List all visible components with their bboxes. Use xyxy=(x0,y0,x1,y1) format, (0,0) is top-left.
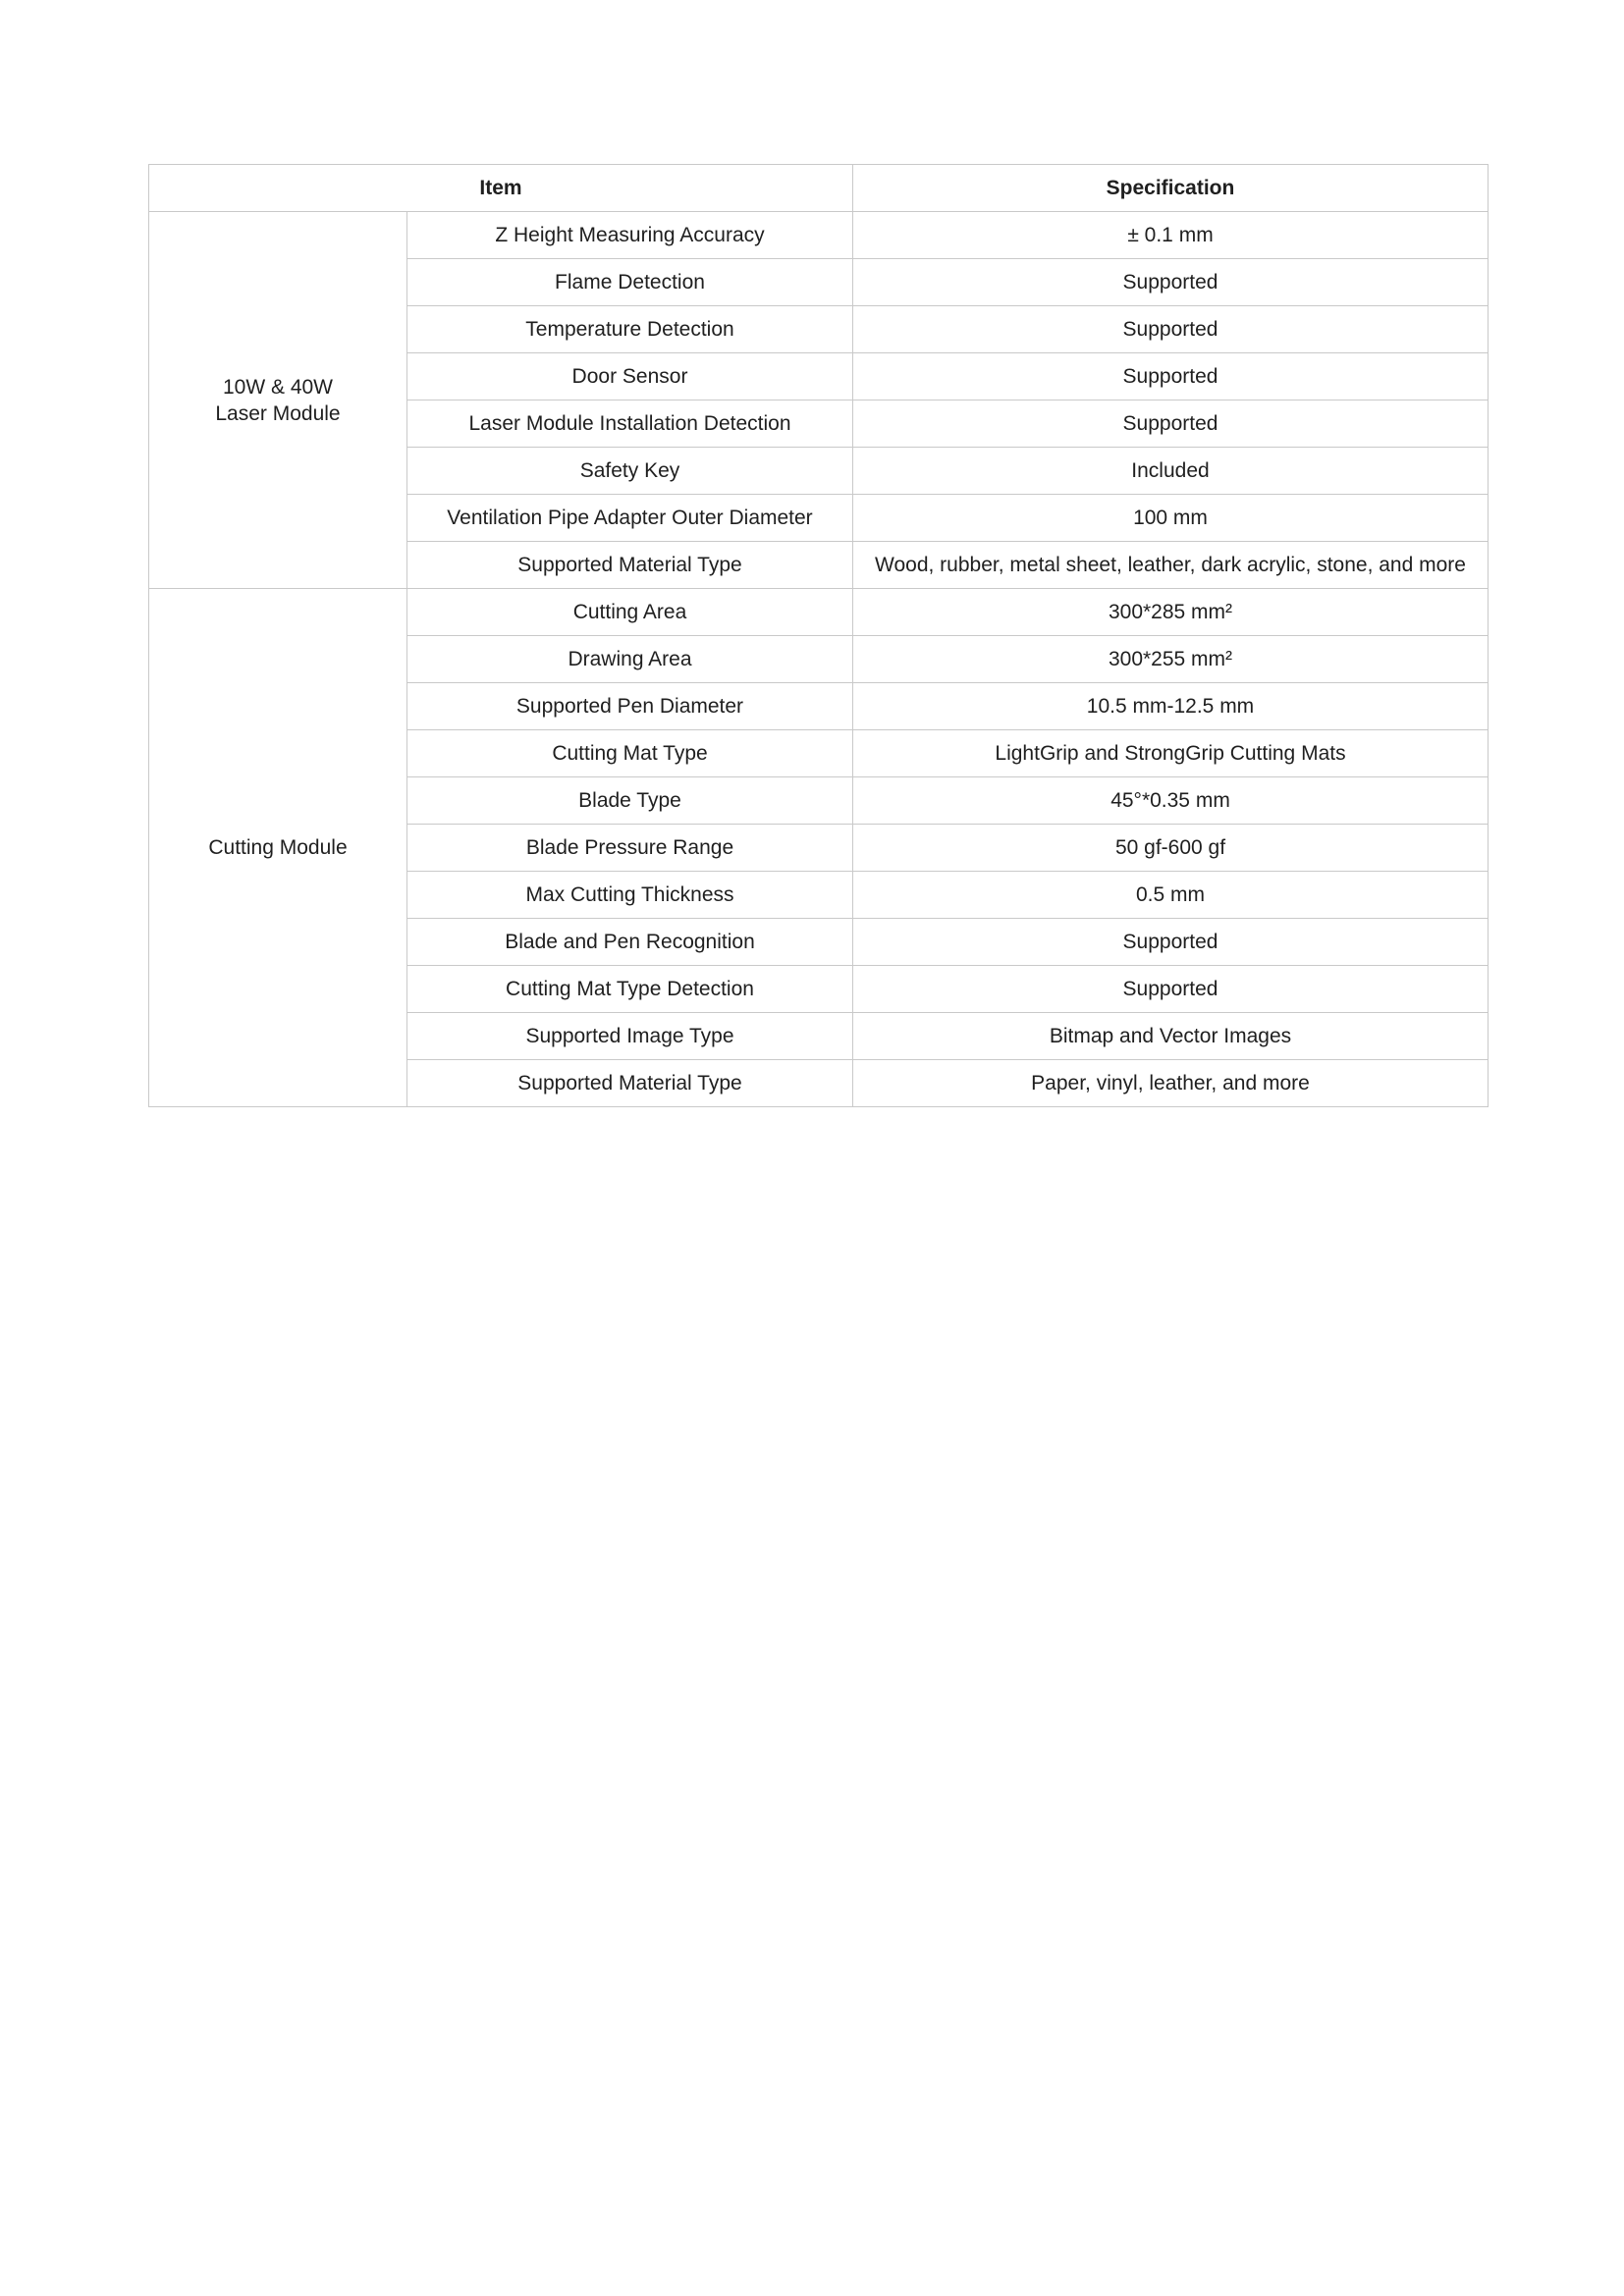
spec-cell: Bitmap and Vector Images xyxy=(853,1013,1489,1060)
table-row xyxy=(149,589,1489,636)
spec-cell: Paper, vinyl, leather, and more xyxy=(853,1060,1489,1107)
header-specification: Specification xyxy=(853,165,1489,212)
group-label-line: Cutting Module xyxy=(208,836,348,859)
group-label-cell xyxy=(149,212,407,589)
item-cell: Max Cutting Thickness xyxy=(407,872,853,919)
spec-cell: 45°*0.35 mm xyxy=(853,777,1489,825)
group-label-line: 10W & 40W xyxy=(222,375,334,399)
item-cell: Temperature Detection xyxy=(407,306,853,353)
item-cell: Supported Image Type xyxy=(407,1013,853,1060)
spec-table-body xyxy=(149,212,1489,1107)
item-cell: Flame Detection xyxy=(407,259,853,306)
item-cell: Door Sensor xyxy=(407,353,853,400)
item-cell: Safety Key xyxy=(407,448,853,495)
group-label-line: Laser Module xyxy=(215,401,341,425)
spec-cell: 0.5 mm xyxy=(853,872,1489,919)
item-cell: Cutting Mat Type Detection xyxy=(407,966,853,1013)
spec-cell: LightGrip and StrongGrip Cutting Mats xyxy=(853,730,1489,777)
table-row xyxy=(149,212,1489,259)
spec-cell: 300*285 mm² xyxy=(853,589,1489,636)
item-cell: Blade Pressure Range xyxy=(407,825,853,872)
item-cell: Cutting Area xyxy=(407,589,853,636)
spec-cell: Supported xyxy=(853,966,1489,1013)
spec-cell: Supported xyxy=(853,353,1489,400)
spec-cell: Included xyxy=(853,448,1489,495)
item-cell: Drawing Area xyxy=(407,636,853,683)
header-row xyxy=(149,165,1489,212)
item-cell: Ventilation Pipe Adapter Outer Diameter xyxy=(407,495,853,542)
spec-cell: Supported xyxy=(853,306,1489,353)
spec-cell: ± 0.1 mm xyxy=(853,212,1489,259)
spec-cell: Supported xyxy=(853,400,1489,448)
spec-cell: 300*255 mm² xyxy=(853,636,1489,683)
item-cell: Supported Pen Diameter xyxy=(407,683,853,730)
header-item: Item xyxy=(149,165,853,212)
item-cell: Z Height Measuring Accuracy xyxy=(407,212,853,259)
spec-cell: 100 mm xyxy=(853,495,1489,542)
item-cell: Cutting Mat Type xyxy=(407,730,853,777)
spec-cell: Supported xyxy=(853,919,1489,966)
item-cell: Blade and Pen Recognition xyxy=(407,919,853,966)
spec-table xyxy=(148,164,1489,1107)
item-cell: Supported Material Type xyxy=(407,542,853,589)
spec-cell: Wood, rubber, metal sheet, leather, dark acrylic, stone, and more xyxy=(853,542,1489,589)
item-cell: Laser Module Installation Detection xyxy=(407,400,853,448)
spec-cell: Supported xyxy=(853,259,1489,306)
group-label-cell xyxy=(149,589,407,1107)
item-cell: Blade Type xyxy=(407,777,853,825)
item-cell: Supported Material Type xyxy=(407,1060,853,1107)
spec-cell: 50 gf-600 gf xyxy=(853,825,1489,872)
spec-cell: 10.5 mm-12.5 mm xyxy=(853,683,1489,730)
